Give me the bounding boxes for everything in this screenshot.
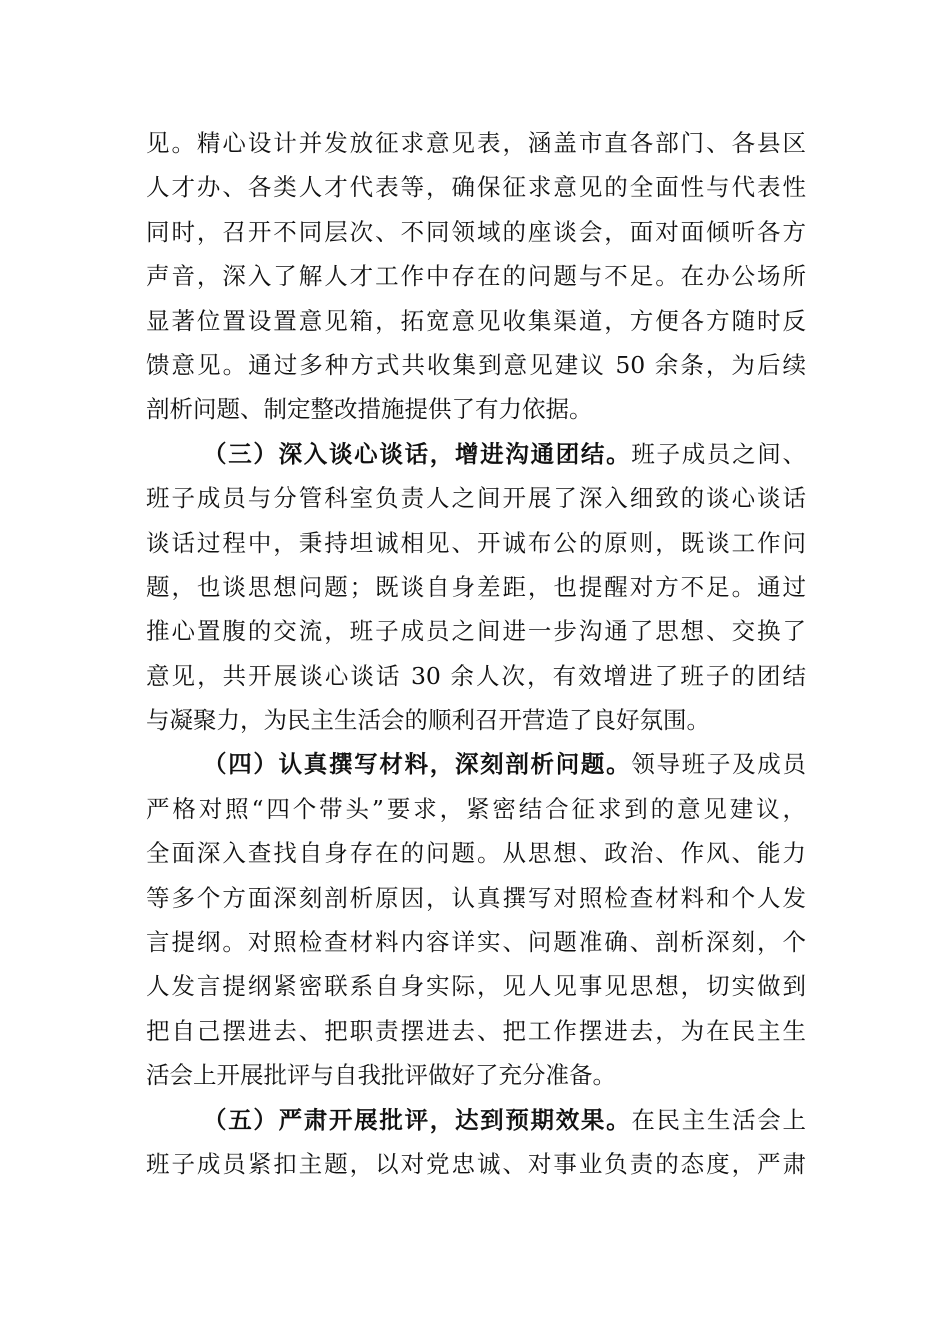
text-line: 全面深入查找自身存在的问题。从思想、政治、作风、能力 xyxy=(146,839,806,868)
text-line: 严格对照“四个带头”要求，紧密结合征求到的意见建议， xyxy=(146,794,806,823)
text-line: 班子成员紧扣主题，以对党忠诚、对事业负责的态度，严肃 xyxy=(146,1149,806,1178)
text-run: 领导班子及成员 xyxy=(631,750,806,779)
paragraph-3 xyxy=(146,742,806,1097)
text-line: 剖析问题、制定整改措施提供了有力依据。 xyxy=(146,395,593,424)
text-line: 与凝聚力，为民主生活会的顺利召开营造了良好氛围。 xyxy=(146,706,710,735)
text-line: 把自己摆进去、把职责摆进去、把工作摆进去，为在民主生 xyxy=(146,1016,806,1045)
text-line: 班子成员与分管科室负责人之间开展了深入细致的谈心谈话 xyxy=(146,484,806,513)
text-line: 馈意见。通过多种方式共收集到意见建议 50 余条，为后续 xyxy=(146,350,806,379)
paragraph-4 xyxy=(146,1098,806,1187)
paragraph-2 xyxy=(146,432,806,743)
document-body xyxy=(146,121,806,1186)
text-line: 活会上开展批评与自我批评做好了充分准备。 xyxy=(146,1061,616,1090)
text-line: 同时，召开不同层次、不同领域的座谈会，面对面倾听各方 xyxy=(146,217,806,246)
text-line: 题，也谈思想问题；既谈自身差距，也提醒对方不足。通过 xyxy=(146,572,806,601)
text-line: 人发言提纲紧密联系自身实际，见人见事见思想，切实做到 xyxy=(146,972,806,1001)
paragraph-first-line xyxy=(146,432,806,476)
text-line: 言提纲。对照检查材料内容详实、问题准确、剖析深刻，个 xyxy=(146,928,806,957)
text-run: 班子成员之间、 xyxy=(631,439,806,468)
text-line: 谈话过程中，秉持坦诚相见、开诚布公的原则，既谈工作问 xyxy=(146,528,806,557)
text-run: 在民主生活会上 xyxy=(631,1105,806,1134)
text-line: 意见，共开展谈心谈话 30 余人次，有效增进了班子的团结 xyxy=(146,661,806,690)
paragraph-first-line xyxy=(146,1098,806,1142)
section-heading: （三）深入谈心谈话，增进沟通团结。 xyxy=(203,439,632,468)
text-line: 声音，深入了解人才工作中存在的问题与不足。在办公场所 xyxy=(146,262,806,291)
section-heading: （四）认真撰写材料，深刻剖析问题。 xyxy=(203,750,632,779)
text-line: 推心置腹的交流，班子成员之间进一步沟通了思想、交换了 xyxy=(146,617,806,646)
text-line: 等多个方面深刻剖析原因，认真撰写对照检查材料和个人发 xyxy=(146,883,806,912)
text-line: 显著位置设置意见箱，拓宽意见收集渠道，方便各方随时反 xyxy=(146,306,806,335)
text-line: 人才办、各类人才代表等，确保征求意见的全面性与代表性 xyxy=(146,173,806,202)
text-line: 见。精心设计并发放征求意见表，涵盖市直各部门、各县区 xyxy=(146,129,806,157)
paragraph-first-line xyxy=(146,742,806,786)
paragraph-1 xyxy=(146,121,806,432)
section-heading: （五）严肃开展批评，达到预期效果。 xyxy=(203,1105,632,1134)
